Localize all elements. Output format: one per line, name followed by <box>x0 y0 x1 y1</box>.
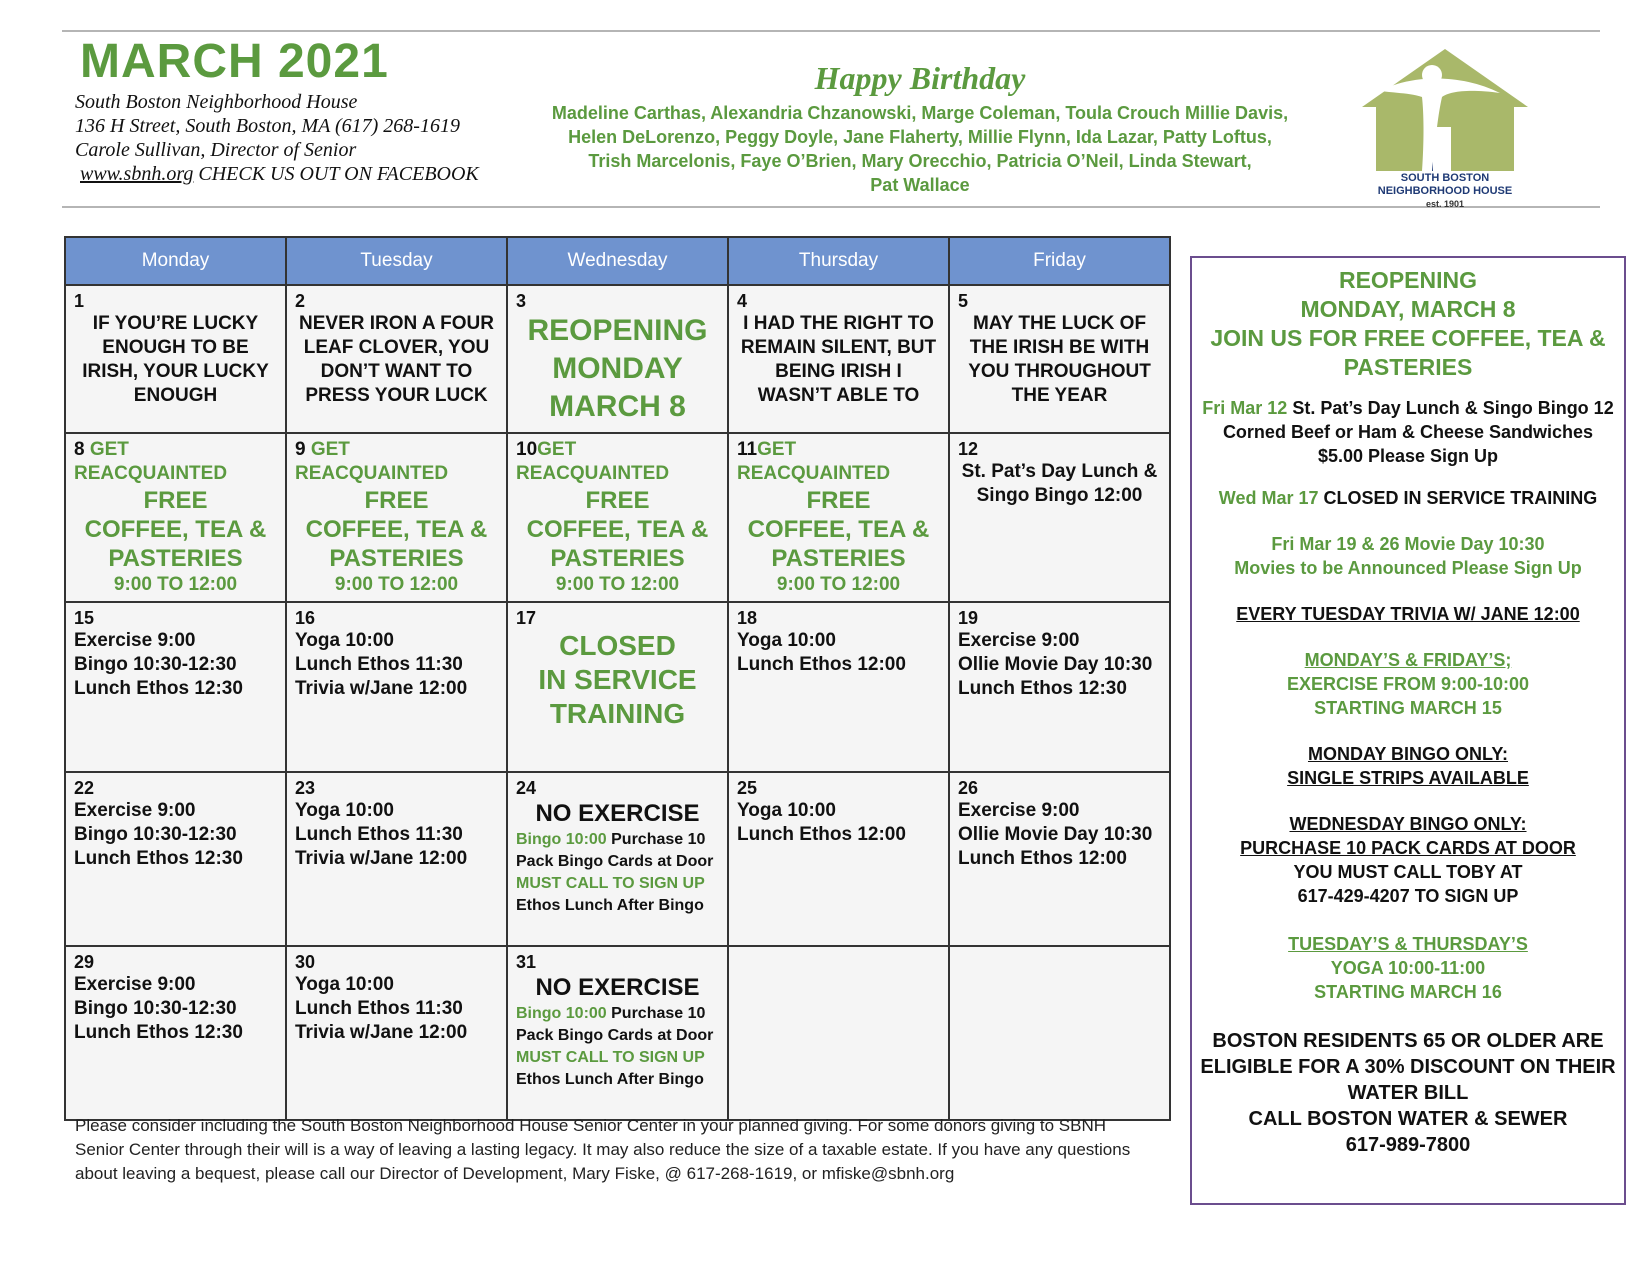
day-number: 25 <box>737 778 758 798</box>
week-row <box>65 946 1170 1120</box>
coffee-label: COFFEE, TEA & <box>747 516 930 543</box>
day-cell-8 <box>65 433 286 602</box>
birthday-section <box>540 60 1300 197</box>
week-row <box>65 772 1170 946</box>
event-line: Exercise 9:00 <box>958 800 1080 821</box>
exercise-line3: STARTING MARCH 15 <box>1314 698 1502 718</box>
closed-line: TRAINING <box>549 698 686 729</box>
event-line: Lunch Ethos 11:30 <box>295 654 463 675</box>
birthday-line: Madeline Carthas, Alexandria Chzanowski, Marge Coleman, Toula Crouch Millie Davis, <box>551 103 1289 123</box>
logo-est: est. 1901 <box>1425 199 1465 209</box>
bingo-time: Bingo 10:00 <box>516 831 607 848</box>
water-discount-block <box>1192 1028 1624 1158</box>
day-number: 1 <box>74 291 85 311</box>
day-cell-4 <box>728 285 949 433</box>
water-line: 617-989-7800 <box>1345 1134 1471 1156</box>
reopening-line: MONDAY <box>552 352 683 385</box>
day-number: 29 <box>74 952 95 972</box>
event-line: Yoga 10:00 <box>737 630 836 651</box>
page-title: MARCH 2021 <box>80 35 389 88</box>
day-number: 11 <box>737 439 758 460</box>
website-link[interactable]: www.sbnh.org <box>80 163 194 185</box>
event-line: Exercise 9:00 <box>74 630 196 651</box>
footer-line: about leaving a bequest, please call our Director of Development, Mary Fiske, @ 617-268-1619, or mfiske@sbnh.org <box>75 1164 955 1183</box>
day-cell-30 <box>286 946 507 1120</box>
day-number: 30 <box>295 952 316 972</box>
exercise-line1: MONDAY’S & FRIDAY’S; <box>1304 650 1512 670</box>
day-number: 10 <box>516 439 538 460</box>
day-number: 17 <box>516 608 537 628</box>
event-line: Bingo 10:30-12:30 <box>74 654 237 675</box>
must-call: MUST CALL TO SIGN UP <box>516 875 705 892</box>
free-label: FREE <box>143 487 208 514</box>
day-number: 18 <box>737 608 758 628</box>
day-cell-18 <box>728 602 949 772</box>
day-cell-empty <box>728 946 949 1120</box>
birthday-line: Pat Wallace <box>870 175 970 195</box>
monday-bingo-line1: MONDAY BINGO ONLY: <box>1307 744 1509 764</box>
week-row <box>65 285 1170 433</box>
reopening-line: REOPENING <box>527 314 708 347</box>
bingo-purchase: Purchase 10 <box>606 831 706 848</box>
ethos-lunch: Ethos Lunch After Bingo <box>516 897 704 914</box>
day-cell-16 <box>286 602 507 772</box>
birthday-line: Helen DeLorenzo, Peggy Doyle, Jane Flaherty, Millie Flynn, Ida Lazar, Patty Loftus, <box>568 127 1272 147</box>
bingo-purchase: Purchase 10 <box>606 1005 706 1022</box>
org-address: 136 H Street, South Boston, MA (617) 268-1619 <box>75 115 460 137</box>
fri12-label: Fri Mar 12 <box>1202 398 1288 418</box>
day-cell-17 <box>507 602 728 772</box>
free-label: FREE <box>806 487 871 514</box>
reacquainted-label: GET REACQUAINTED <box>74 439 228 484</box>
ethos-lunch: Ethos Lunch After Bingo <box>516 1071 704 1088</box>
movie-line1: Fri Mar 19 & 26 Movie Day 10:30 <box>1271 534 1545 554</box>
coffee-label: COFFEE, TEA & <box>84 516 267 543</box>
event-line: Lunch Ethos 12:00 <box>737 824 906 845</box>
pasteries-label: PASTERIES <box>550 545 685 572</box>
logo-text <box>1350 172 1540 211</box>
event-line: Trivia w/Jane 12:00 <box>295 848 468 869</box>
yoga-line2: YOGA 10:00-11:00 <box>1330 958 1486 978</box>
day-cell-10 <box>507 433 728 602</box>
coffee-label: COFFEE, TEA & <box>305 516 488 543</box>
day-cell-23 <box>286 772 507 946</box>
day-number: 31 <box>516 952 537 972</box>
reopening-notice <box>516 312 719 426</box>
day-header-row <box>65 237 1170 285</box>
event-line: Bingo 10:30-12:30 <box>74 824 237 845</box>
day-cell-24 <box>507 772 728 946</box>
monday-bingo-block <box>1192 742 1624 790</box>
day-header-friday: Friday <box>949 237 1170 285</box>
event-line: Lunch Ethos 12:30 <box>74 848 243 869</box>
announcements-panel <box>1190 256 1626 1205</box>
event-line: Lunch Ethos 11:30 <box>295 998 463 1019</box>
day-header-monday: Monday <box>65 237 286 285</box>
event-line: Yoga 10:00 <box>737 800 836 821</box>
org-info <box>75 90 479 186</box>
event-line: Lunch Ethos 12:30 <box>74 1022 243 1043</box>
day-number: 4 <box>737 291 748 311</box>
calendar-grid <box>64 236 1171 1121</box>
day-number: 9 <box>295 439 306 460</box>
day-cell-22 <box>65 772 286 946</box>
top-rule <box>62 30 1600 32</box>
closed-line: CLOSED <box>559 630 676 661</box>
exercise-line2: EXERCISE FROM 9:00-10:00 <box>1286 674 1530 694</box>
day-cell-15 <box>65 602 286 772</box>
pasteries-label: PASTERIES <box>771 545 906 572</box>
birthday-title: Happy Birthday <box>814 60 1026 96</box>
event-line: Lunch Ethos 12:00 <box>737 654 906 675</box>
day-number: 23 <box>295 778 316 798</box>
day-number: 5 <box>958 291 969 311</box>
day-cell-5 <box>949 285 1170 433</box>
wed17-text: CLOSED IN SERVICE TRAINING <box>1318 488 1598 508</box>
reopen-block <box>1192 266 1624 382</box>
org-web-line <box>75 162 479 186</box>
week-row <box>65 602 1170 772</box>
event-line: Exercise 9:00 <box>74 974 196 995</box>
must-call: MUST CALL TO SIGN UP <box>516 1049 705 1066</box>
free-label: FREE <box>364 487 429 514</box>
event-line: Trivia w/Jane 12:00 <box>295 678 468 699</box>
fri12-block <box>1192 396 1624 468</box>
day-number: 19 <box>958 608 979 628</box>
event-line: Singo Bingo 12:00 <box>976 485 1143 506</box>
day-cell-12 <box>949 433 1170 602</box>
reopening-line: MARCH 8 <box>549 390 686 423</box>
day-number: 16 <box>295 608 316 628</box>
movie-line2: Movies to be Announced Please Sign Up <box>1234 558 1582 578</box>
event-line: Ollie Movie Day 10:30 <box>958 824 1153 845</box>
planned-giving-note <box>75 1114 1165 1186</box>
bingo-line <box>516 1003 719 1025</box>
monday-bingo-line2: SINGLE STRIPS AVAILABLE <box>1287 768 1529 788</box>
day-cell-1 <box>65 285 286 433</box>
fri12-text: St. Pat’s Day Lunch & Singo Bingo 12 <box>1287 398 1614 418</box>
time-label: 9:00 TO 12:00 <box>113 574 238 595</box>
bingo-pack: Pack Bingo Cards at Door <box>516 1027 714 1044</box>
day-cell-2 <box>286 285 507 433</box>
reacquainted-label: GET REACQUAINTED <box>295 439 449 484</box>
wed17-label: Wed Mar 17 <box>1218 488 1319 508</box>
exercise-block <box>1192 648 1624 720</box>
wed-bingo-line1: WEDNESDAY BINGO ONLY: <box>1289 814 1527 834</box>
day-cell-empty <box>949 946 1170 1120</box>
closed-notice <box>516 629 719 731</box>
irish-quote: I HAD THE RIGHT TO REMAIN SILENT, BUT BEING IRISH I WASN’T ABLE TO <box>740 313 937 406</box>
free-label: FREE <box>585 487 650 514</box>
event-line: Lunch Ethos 12:30 <box>958 678 1127 699</box>
trivia-line: EVERY TUESDAY TRIVIA W/ JANE 12:00 <box>1236 604 1580 624</box>
event-line: Exercise 9:00 <box>74 800 196 821</box>
no-exercise-title: NO EXERCISE <box>535 800 700 827</box>
irish-quote: IF YOU’RE LUCKY ENOUGH TO BE IRISH, YOUR LUCKY ENOUGH <box>82 313 269 406</box>
reopen-line: JOIN US FOR FREE COFFEE, TEA & <box>1210 325 1606 351</box>
wed-bingo-line4: 617-429-4207 TO SIGN UP <box>1297 886 1519 906</box>
water-line: BOSTON RESIDENTS 65 OR OLDER ARE <box>1212 1030 1604 1052</box>
day-cell-25 <box>728 772 949 946</box>
facebook-text: CHECK US OUT ON FACEBOOK <box>193 163 479 185</box>
day-header-thursday: Thursday <box>728 237 949 285</box>
wed-bingo-line3: YOU MUST CALL TOBY AT <box>1293 862 1523 882</box>
yoga-block <box>1192 932 1624 1004</box>
day-number: 12 <box>958 439 979 459</box>
event-line: Yoga 10:00 <box>295 800 394 821</box>
no-exercise-title: NO EXERCISE <box>535 974 700 1001</box>
bingo-pack: Pack Bingo Cards at Door <box>516 853 714 870</box>
day-number: 24 <box>516 778 537 798</box>
day-header-wednesday: Wednesday <box>507 237 728 285</box>
reopen-line: REOPENING <box>1338 267 1478 293</box>
day-number: 22 <box>74 778 95 798</box>
day-number: 8 <box>74 439 85 460</box>
footer-line: Senior Center through their will is a way of leaving a lasting legacy. It may also reduce the size of a taxable estate. If you have any questions <box>75 1140 1131 1159</box>
day-cell-11 <box>728 433 949 602</box>
trivia-block <box>1192 602 1624 626</box>
event-line: Bingo 10:30-12:30 <box>74 998 237 1019</box>
bingo-line <box>516 829 719 851</box>
event-line: Yoga 10:00 <box>295 974 394 995</box>
day-number: 26 <box>958 778 979 798</box>
irish-quote: NEVER IRON A FOUR LEAF CLOVER, YOU DON’T WANT TO PRESS YOUR LUCK <box>299 313 494 406</box>
birthday-names <box>540 101 1300 197</box>
time-label: 9:00 TO 12:00 <box>555 574 680 595</box>
reacquainted-label: GET REACQUAINTED <box>516 439 670 484</box>
day-header-tuesday: Tuesday <box>286 237 507 285</box>
yoga-line3: STARTING MARCH 16 <box>1314 982 1502 1002</box>
wed17-block <box>1192 486 1624 510</box>
reacquainted-label: GET REACQUAINTED <box>737 439 891 484</box>
yoga-line1: TUESDAY’S & THURSDAY’S <box>1288 934 1528 954</box>
event-line: Lunch Ethos 11:30 <box>295 824 463 845</box>
water-line: WATER BILL <box>1347 1082 1469 1104</box>
day-number: 3 <box>516 291 527 311</box>
time-label: 9:00 TO 12:00 <box>334 574 459 595</box>
closed-line: IN SERVICE <box>538 664 697 695</box>
day-cell-31 <box>507 946 728 1120</box>
event-line: Exercise 9:00 <box>958 630 1080 651</box>
movie-block <box>1192 532 1624 580</box>
event-line: Lunch Ethos 12:30 <box>74 678 243 699</box>
pasteries-label: PASTERIES <box>108 545 243 572</box>
day-cell-26 <box>949 772 1170 946</box>
day-number: 2 <box>295 291 306 311</box>
pasteries-label: PASTERIES <box>329 545 464 572</box>
coffee-label: COFFEE, TEA & <box>526 516 709 543</box>
logo-line: SOUTH BOSTON <box>1400 172 1490 184</box>
fri12-line2: Corned Beef or Ham & Cheese Sandwiches <box>1222 422 1594 442</box>
event-line: Lunch Ethos 12:00 <box>958 848 1127 869</box>
org-director: Carole Sullivan, Director of Senior <box>75 139 357 161</box>
event-line: Yoga 10:00 <box>295 630 394 651</box>
fri12-line3: $5.00 Please Sign Up <box>1317 446 1499 466</box>
water-line: CALL BOSTON WATER & SEWER <box>1248 1108 1568 1130</box>
logo-line: NEIGHBORHOOD HOUSE <box>1377 185 1513 197</box>
event-line: St. Pat’s Day Lunch & <box>961 461 1158 482</box>
event-line: Ollie Movie Day 10:30 <box>958 654 1153 675</box>
footer-line: Please consider including the South Boston Neighborhood House Senior Center in your planned giving. For some donors giving to SBNH <box>75 1116 1106 1135</box>
water-line: ELIGIBLE FOR A 30% DISCOUNT ON THEIR <box>1200 1056 1616 1078</box>
reopen-line: MONDAY, MARCH 8 <box>1300 296 1516 322</box>
org-name: South Boston Neighborhood House <box>75 91 358 113</box>
day-cell-29 <box>65 946 286 1120</box>
day-cell-9 <box>286 433 507 602</box>
irish-quote: MAY THE LUCK OF THE IRISH BE WITH YOU THROUGHOUT THE YEAR <box>968 313 1151 406</box>
reopen-line: PASTERIES <box>1343 354 1473 380</box>
wednesday-bingo-block <box>1192 812 1624 908</box>
day-number: 15 <box>74 608 95 628</box>
wed-bingo-line2: PURCHASE 10 PACK CARDS AT DOOR <box>1240 838 1576 858</box>
day-cell-3 <box>507 285 728 433</box>
week-row <box>65 433 1170 602</box>
fri12-line <box>1192 396 1624 420</box>
bingo-time: Bingo 10:00 <box>516 1005 607 1022</box>
time-label: 9:00 TO 12:00 <box>776 574 901 595</box>
birthday-line: Trish Marcelonis, Faye O’Brien, Mary Orecchio, Patricia O’Neil, Linda Stewart, <box>588 151 1252 171</box>
event-line: Trivia w/Jane 12:00 <box>295 1022 468 1043</box>
day-cell-19 <box>949 602 1170 772</box>
